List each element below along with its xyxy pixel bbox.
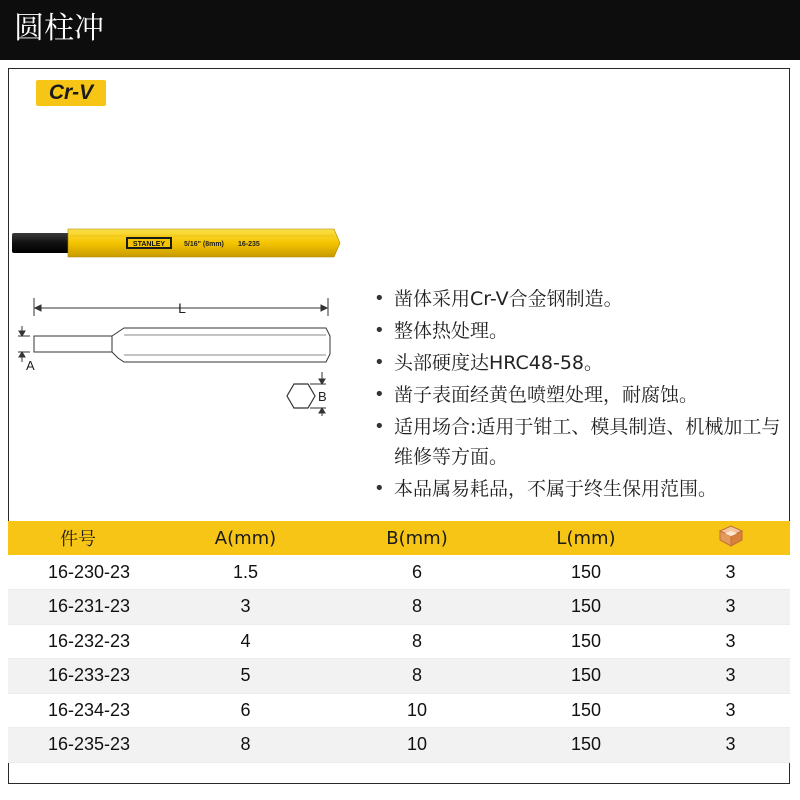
page-title: 圆柱冲 (14, 11, 104, 46)
material-badge (36, 80, 106, 106)
cell-a: 1.5 (158, 555, 333, 590)
cell-part: 16-235-23 (8, 728, 158, 763)
cell-b: 10 (333, 728, 501, 763)
header-a-mm: A(mm) (214, 527, 277, 549)
length-label: L (178, 300, 186, 316)
cell-part: 16-232-23 (8, 624, 158, 659)
cell-b: 8 (333, 590, 501, 625)
cell-part: 16-234-23 (8, 693, 158, 728)
cell-part: 16-233-23 (8, 659, 158, 694)
page-header (0, 0, 800, 60)
feature-list (372, 284, 792, 506)
cell-l: 150 (501, 590, 671, 625)
cell-a: 5 (158, 659, 333, 694)
header-package-qty (671, 521, 790, 555)
cell-l: 150 (501, 693, 671, 728)
cell-l: 150 (501, 659, 671, 694)
size-label: 5/16" (8mm) (184, 241, 224, 248)
cell-part: 16-230-23 (8, 555, 158, 590)
feature-item: • 本品属易耗品，不属于终生保用范围。 (372, 474, 792, 504)
tip-diameter-label: A (26, 358, 35, 373)
cell-a: 4 (158, 624, 333, 659)
feature-item: • 凿体采用Cr-V合金钢制造。 (372, 284, 792, 314)
dimension-diagram (8, 286, 348, 416)
spec-table (8, 521, 790, 763)
cell-b: 10 (333, 693, 501, 728)
punch-tip (12, 233, 70, 253)
header-b-mm: B(mm) (386, 527, 448, 549)
cell-l: 150 (501, 728, 671, 763)
table-row (8, 728, 790, 763)
cell-a: 6 (158, 693, 333, 728)
header-l-mm: L(mm) (556, 527, 616, 549)
cell-l: 150 (501, 555, 671, 590)
cell-qty: 3 (671, 659, 790, 694)
cell-qty: 3 (671, 555, 790, 590)
table-row (8, 555, 790, 590)
hex-section-icon (287, 384, 315, 408)
feature-item: • 头部硬度达HRC48-58。 (372, 348, 792, 378)
feature-item: • 整体热处理。 (372, 316, 792, 346)
cell-l: 150 (501, 624, 671, 659)
feature-item: • 适用场合:适用于钳工、模具制造、机械加工与维修等方面。 (372, 412, 792, 472)
cell-qty: 3 (671, 590, 790, 625)
brand-label: STANLEY (132, 241, 166, 248)
cell-b: 6 (333, 555, 501, 590)
hex-width-label: B (318, 389, 327, 404)
cell-qty: 3 (671, 728, 790, 763)
cell-b: 8 (333, 659, 501, 694)
cell-part: 16-231-23 (8, 590, 158, 625)
pin-punch-product-image (12, 225, 342, 261)
cell-qty: 3 (671, 624, 790, 659)
table-row (8, 590, 790, 625)
cell-b: 8 (333, 624, 501, 659)
table-row (8, 693, 790, 728)
header-part-number: 件号 (60, 529, 96, 550)
cell-a: 8 (158, 728, 333, 763)
feature-item: • 凿子表面经黄色喷塑处理，耐腐蚀。 (372, 380, 792, 410)
cell-qty: 3 (671, 693, 790, 728)
model-label: 16-235 (238, 241, 260, 248)
table-header-row (8, 521, 790, 555)
table-row (8, 624, 790, 659)
box-icon (718, 525, 744, 547)
cell-a: 3 (158, 590, 333, 625)
table-row (8, 659, 790, 694)
material-badge-label: Cr-V (48, 81, 94, 104)
